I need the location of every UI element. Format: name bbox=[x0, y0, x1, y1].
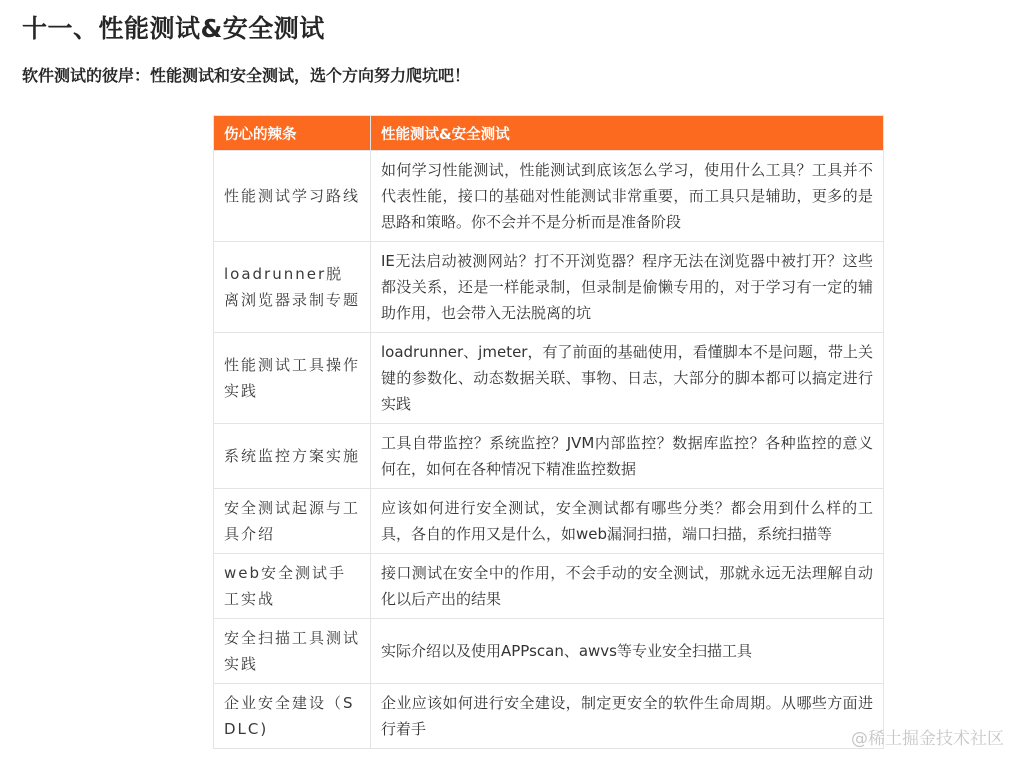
table-cell-description: 实际介绍以及使用APPscan、awvs等专业安全扫描工具 bbox=[371, 619, 884, 684]
table-cell-topic: 安全测试起源与工具介绍 bbox=[214, 489, 371, 554]
table-cell-topic: 性能测试学习路线 bbox=[214, 151, 371, 242]
table-row bbox=[214, 684, 884, 749]
table-cell-description: 企业应该如何进行安全建设，制定更安全的软件生命周期。从哪些方面进行着手 bbox=[371, 684, 884, 749]
table-cell-topic: loadrunner脱离浏览器录制专题 bbox=[214, 242, 371, 333]
table-row bbox=[214, 554, 884, 619]
table-header-row bbox=[214, 116, 884, 151]
table-cell-topic: 系统监控方案实施 bbox=[214, 424, 371, 489]
table-cell-description: IE无法启动被测网站？打不开浏览器？程序无法在浏览器中被打开？这些都没关系，还是一样能录制，但录制是偷懒专用的，对于学习有一定的辅助作用，也会带入无法脱离的坑 bbox=[371, 242, 884, 333]
table-cell-topic: web安全测试手工实战 bbox=[214, 554, 371, 619]
learning-plan-table bbox=[213, 115, 884, 749]
section-subheading: 软件测试的彼岸：性能测试和安全测试，选个方向努力爬坑吧！ bbox=[22, 66, 471, 85]
table-header-content: 性能测试&安全测试 bbox=[371, 116, 884, 151]
table-cell-description: 应该如何进行安全测试，安全测试都有哪些分类？都会用到什么样的工具，各自的作用又是什么，如web漏洞扫描，端口扫描，系统扫描等 bbox=[371, 489, 884, 554]
table-cell-description: 工具自带监控？系统监控？JVM内部监控？数据库监控？各种监控的意义何在，如何在各种情况下精准监控数据 bbox=[371, 424, 884, 489]
table-row bbox=[214, 151, 884, 242]
table-row bbox=[214, 333, 884, 424]
table-cell-topic: 企业安全建设（SDLC) bbox=[214, 684, 371, 749]
table-row bbox=[214, 424, 884, 489]
section-heading: 十一、性能测试&安全测试 bbox=[22, 14, 325, 43]
table-cell-description: 如何学习性能测试，性能测试到底该怎么学习，使用什么工具？工具并不代表性能，接口的基础对性能测试非常重要，而工具只是辅助，更多的是思路和策略。你不会并不是分析而是准备阶段 bbox=[371, 151, 884, 242]
table-row bbox=[214, 489, 884, 554]
table-row bbox=[214, 619, 884, 684]
table-cell-topic: 性能测试工具操作实践 bbox=[214, 333, 371, 424]
site-watermark: @稀土掘金技术社区 bbox=[851, 729, 1004, 749]
table-cell-topic: 安全扫描工具测试实践 bbox=[214, 619, 371, 684]
table-header-topic: 伤心的辣条 bbox=[214, 116, 371, 151]
table-row bbox=[214, 242, 884, 333]
table-cell-description: 接口测试在安全中的作用，不会手动的安全测试，那就永远无法理解自动化以后产出的结果 bbox=[371, 554, 884, 619]
table-cell-description: loadrunner、jmeter，有了前面的基础使用，看懂脚本不是问题，带上关键的参数化、动态数据关联、事物、日志，大部分的脚本都可以搞定进行实践 bbox=[371, 333, 884, 424]
